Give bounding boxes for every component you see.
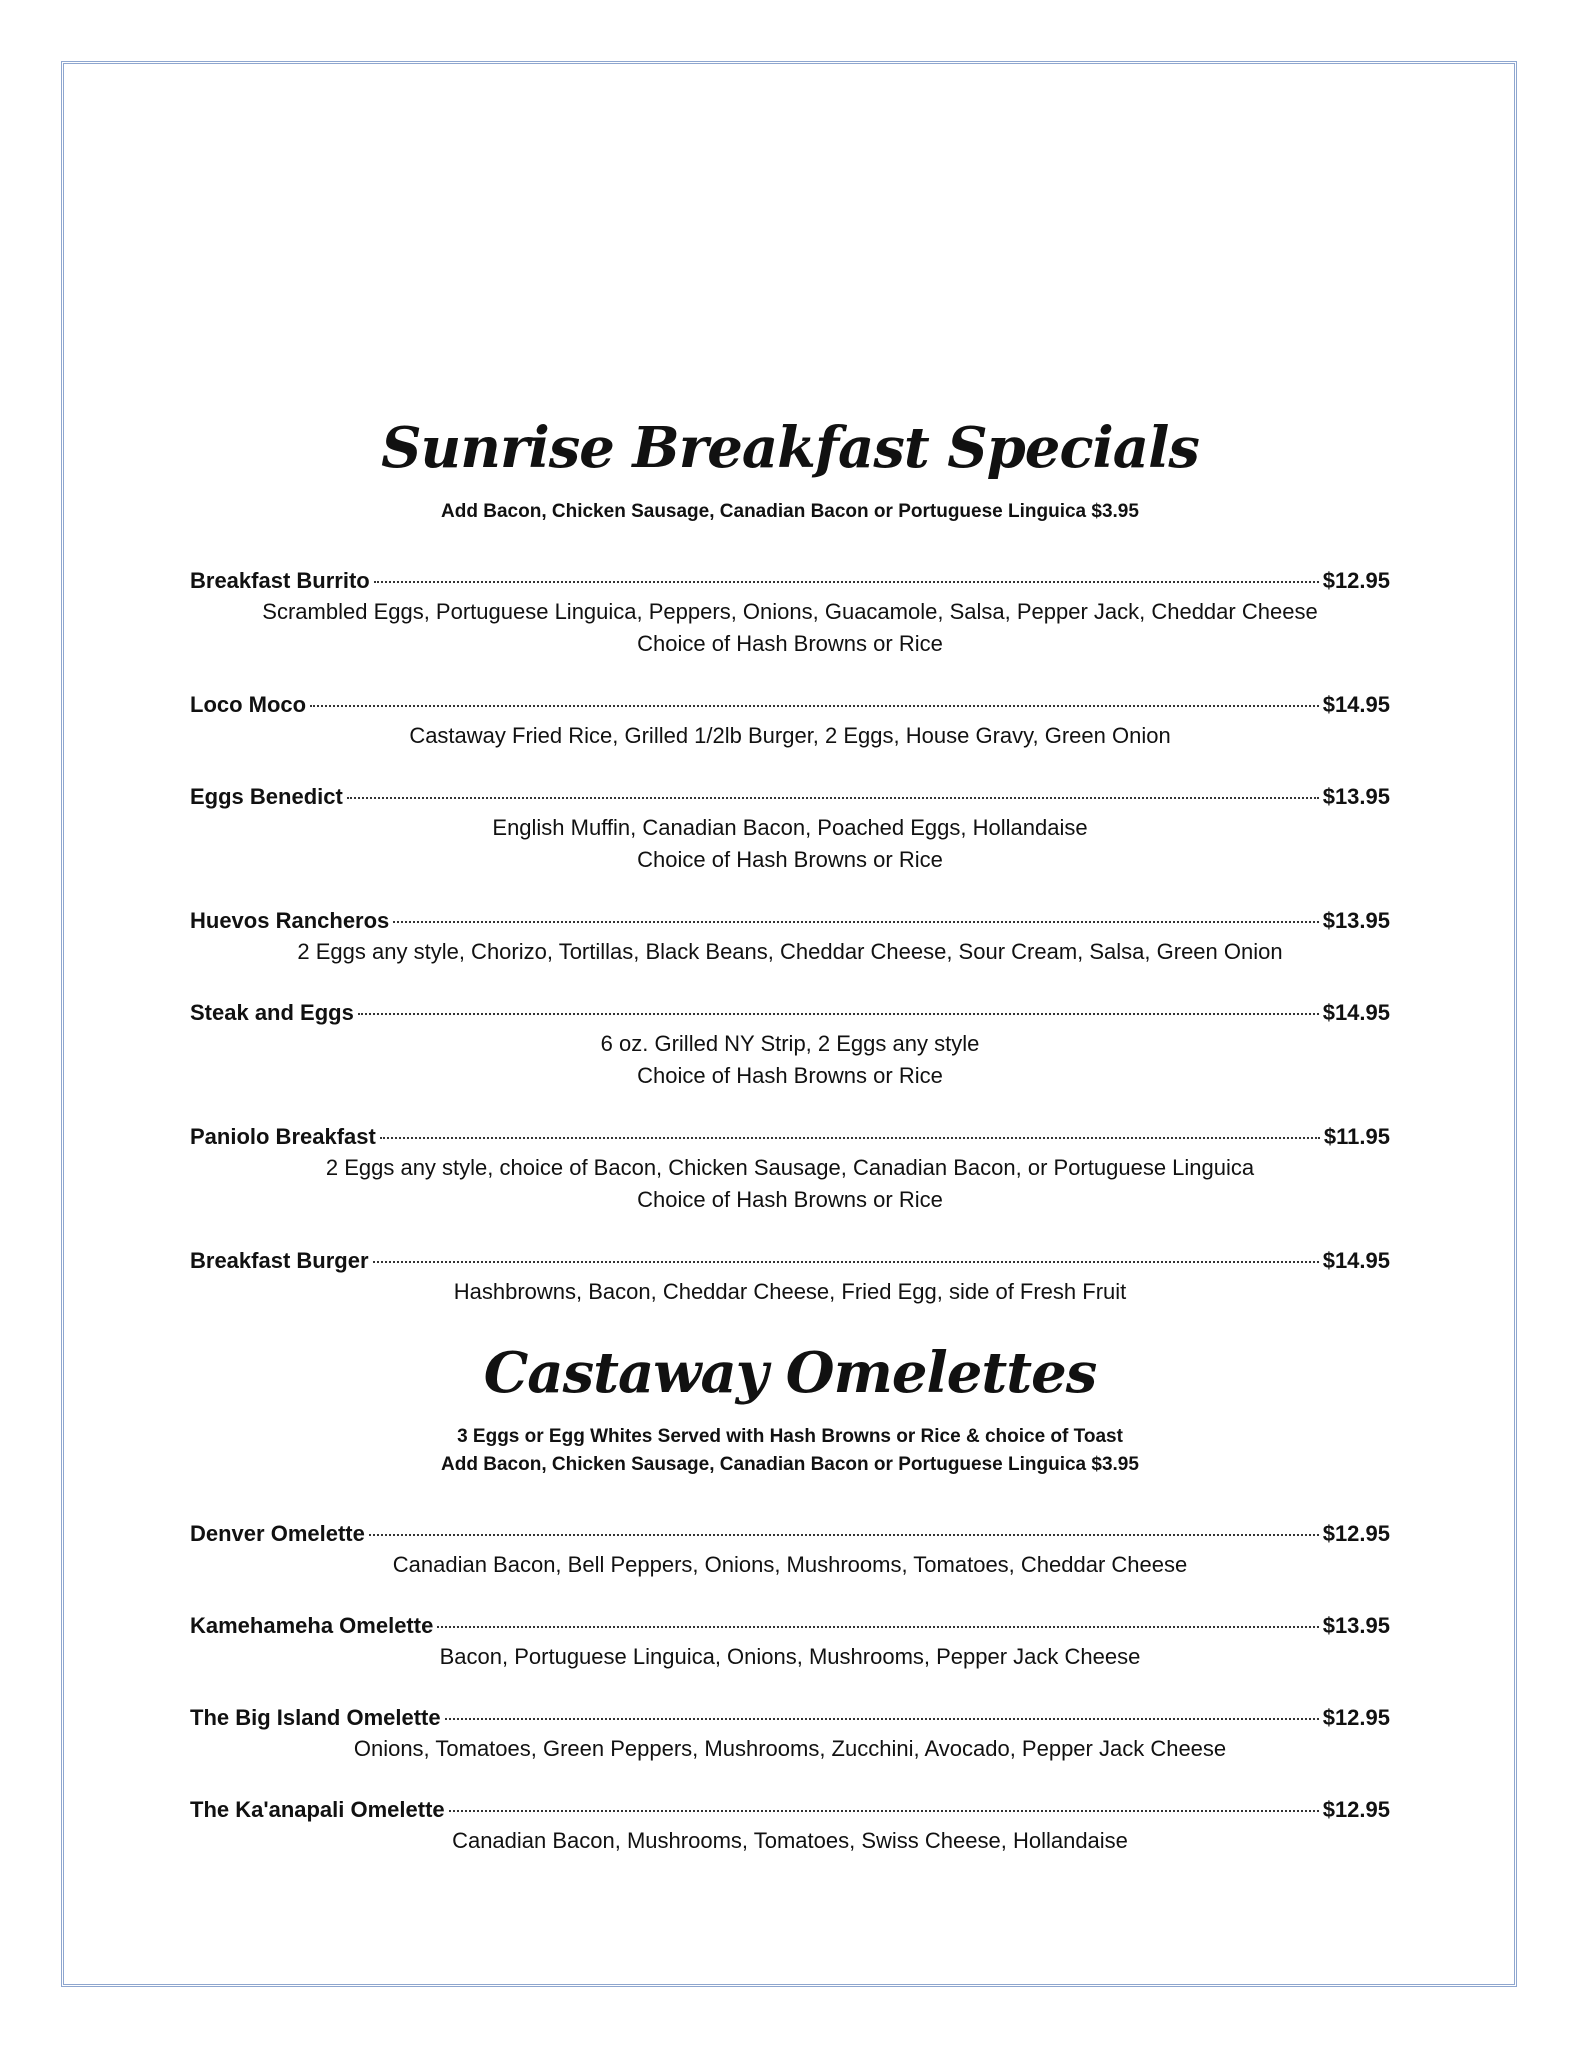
item-description: Choice of Hash Browns or Rice [637, 1063, 943, 1088]
item-price: $12.95 [1322, 1521, 1390, 1546]
dot-leader [310, 705, 1319, 707]
menu-item [190, 1519, 1390, 1581]
omelettes-section [190, 1340, 1390, 1887]
item-description: Choice of Hash Browns or Rice [637, 631, 943, 656]
section-subtitle: Add Bacon, Chicken Sausage, Canadian Bacon or Portuguese Linguica $3.95 [441, 501, 1139, 522]
menu-item [190, 690, 1390, 752]
item-name: The Big Island Omelette [190, 1705, 441, 1730]
breakfast-specials-section [190, 415, 1390, 1338]
item-description: 6 oz. Grilled NY Strip, 2 Eggs any style [600, 1031, 980, 1056]
item-price: $12.95 [1322, 1797, 1390, 1822]
menu-item [190, 1611, 1390, 1673]
item-description: Choice of Hash Browns or Rice [637, 1187, 943, 1212]
item-description: Hashbrowns, Bacon, Cheddar Cheese, Fried Egg, side of Fresh Fruit [453, 1279, 1127, 1304]
item-description: Canadian Bacon, Mushrooms, Tomatoes, Swiss Cheese, Hollandaise [452, 1828, 1128, 1853]
menu-item [190, 906, 1390, 968]
item-description: Canadian Bacon, Bell Peppers, Onions, Mushrooms, Tomatoes, Cheddar Cheese [392, 1552, 1188, 1577]
item-name: Denver Omelette [190, 1521, 365, 1546]
menu-item [190, 998, 1390, 1092]
item-name: Huevos Rancheros [190, 908, 390, 933]
dot-leader [445, 1718, 1319, 1720]
dot-leader [449, 1810, 1319, 1812]
item-price: $11.95 [1323, 1124, 1390, 1149]
item-price: $13.95 [1322, 784, 1390, 809]
item-name: The Ka'anapali Omelette [190, 1797, 445, 1822]
item-price: $14.95 [1322, 1000, 1390, 1025]
item-price: $14.95 [1322, 692, 1390, 717]
dot-leader [373, 1261, 1319, 1263]
item-description: Onions, Tomatoes, Green Peppers, Mushrooms, Zucchini, Avocado, Pepper Jack Cheese [353, 1736, 1227, 1761]
menu-item [190, 566, 1390, 660]
item-description: 2 Eggs any style, Chorizo, Tortillas, Black Beans, Cheddar Cheese, Sour Cream, Salsa, Green Onion [297, 939, 1283, 964]
item-name: Eggs Benedict [190, 784, 343, 809]
section-title: Sunrise Breakfast Specials [381, 415, 1199, 481]
item-price: $12.95 [1322, 1705, 1390, 1730]
menu-item [190, 1122, 1390, 1216]
dot-leader [437, 1626, 1318, 1628]
item-name: Breakfast Burger [190, 1248, 369, 1273]
menu-items [190, 566, 1390, 1308]
item-description: Castaway Fried Rice, Grilled 1/2lb Burger, 2 Eggs, House Gravy, Green Onion [409, 723, 1171, 748]
menu-items [190, 1519, 1390, 1857]
item-name: Steak and Eggs [190, 1000, 354, 1025]
dot-leader [369, 1534, 1319, 1536]
section-subtitle: Add Bacon, Chicken Sausage, Canadian Bacon or Portuguese Linguica $3.95 [441, 1454, 1139, 1475]
dot-leader [347, 797, 1319, 799]
item-name: Breakfast Burrito [190, 568, 370, 593]
dot-leader [358, 1013, 1319, 1015]
item-price: $13.95 [1322, 908, 1390, 933]
item-description: Choice of Hash Browns or Rice [637, 847, 943, 872]
section-title: Castaway Omelettes [483, 1340, 1097, 1406]
dot-leader [393, 921, 1318, 923]
item-description: Bacon, Portuguese Linguica, Onions, Mushrooms, Pepper Jack Cheese [439, 1644, 1141, 1669]
menu-item [190, 782, 1390, 876]
item-price: $13.95 [1322, 1613, 1390, 1638]
menu-item [190, 1246, 1390, 1308]
item-description: 2 Eggs any style, choice of Bacon, Chicken Sausage, Canadian Bacon, or Portuguese Linguica [325, 1155, 1255, 1180]
item-price: $12.95 [1322, 568, 1390, 593]
item-name: Kamehameha Omelette [190, 1613, 434, 1638]
item-price: $14.95 [1322, 1248, 1390, 1273]
dot-leader [374, 581, 1319, 583]
item-description: English Muffin, Canadian Bacon, Poached Eggs, Hollandaise [492, 815, 1088, 840]
section-subtitle: 3 Eggs or Egg Whites Served with Hash Browns or Rice & choice of Toast [457, 1426, 1123, 1447]
menu-item [190, 1795, 1390, 1857]
item-name: Loco Moco [190, 692, 307, 717]
item-name: Paniolo Breakfast [190, 1124, 376, 1149]
menu-item [190, 1703, 1390, 1765]
item-description: Scrambled Eggs, Portuguese Linguica, Peppers, Onions, Guacamole, Salsa, Pepper Jack, Cheddar Cheese [262, 599, 1318, 624]
dot-leader [380, 1137, 1320, 1139]
